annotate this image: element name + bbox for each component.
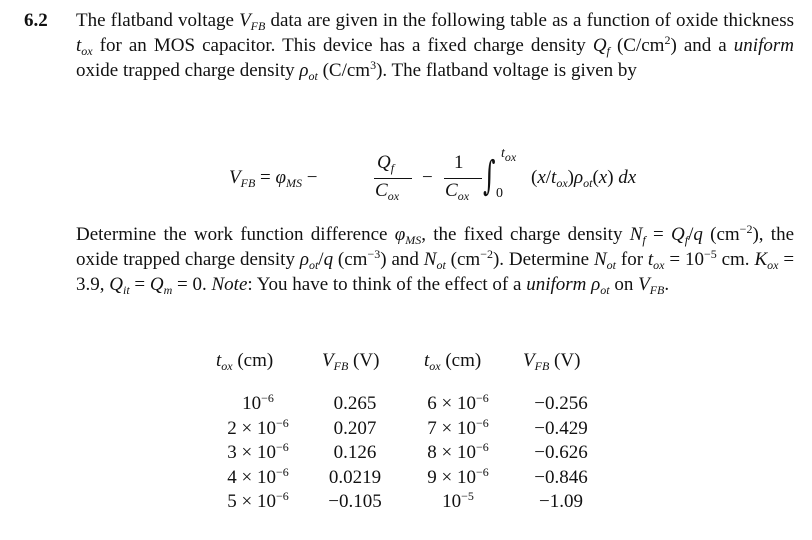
integral-sign: ∫ <box>483 153 496 199</box>
table-cell: $8 \times 10^{-6}$ <box>427 440 489 463</box>
equation-minus: − <box>422 167 433 188</box>
table-cell: $2 \times 10^{-6}$ <box>227 415 289 439</box>
problem-intro: The flatband voltage $V_{FB}$ data are given in the following table as a function of oxide thickness $t_{ox}$ for an MOS capacitor. This device has a fixed charge density $Q_f$ $(C/cm^2)$ and a uniform oxide trapped charge density $\rho_{ot}$ $(C/cm^3)$. The flatband voltage is given by <box>76 10 794 83</box>
table-cell: $4 \times 10^{-6}$ <box>227 464 289 488</box>
table-cell: −0.105 <box>328 491 382 512</box>
table-cell: $5 \times 10^{-6}$ <box>227 489 289 512</box>
integral-lower-limit: 0 <box>496 186 503 201</box>
integrand: $(x/t_{ox})\rho_{ot}(x)$ dx <box>531 167 637 190</box>
table-column-vfb-1 <box>310 392 400 515</box>
equation-lhs: $V_{FB} = \varphi_{MS}$ − <box>229 167 318 190</box>
table-cell: $10^{-6}$ <box>242 391 274 414</box>
table-cell: −1.09 <box>539 491 583 512</box>
table-header-vfb-1: $V_{FB}$ (V) <box>322 350 380 373</box>
fraction-2-numerator: 1 <box>454 152 464 173</box>
integral-upper-limit: $t_{ox}$ <box>501 146 517 164</box>
table-cell: 0.207 <box>333 417 377 439</box>
table-header-tox-1: $t_{ox}$ (cm) <box>216 350 274 373</box>
fraction-1-numerator: $Q_f$ <box>377 152 395 175</box>
table-cell: $7 \times 10^{-6}$ <box>427 415 489 439</box>
fraction-2-bar <box>444 178 482 179</box>
table-cell: −0.626 <box>534 442 588 463</box>
flatband-equation <box>229 146 749 210</box>
problem-number: 6.2 <box>24 10 48 31</box>
table-column-vfb-2 <box>516 392 606 515</box>
fraction-1-bar <box>374 178 412 179</box>
table-cell: $6 \times 10^{-6}$ <box>427 391 489 414</box>
table-cell: 0.126 <box>333 442 377 463</box>
table-cell: −0.429 <box>534 417 588 439</box>
table-column-tox-1 <box>208 392 308 515</box>
table-cell: 0.0219 <box>328 466 382 488</box>
fraction-2-denominator: $C_{ox}$ <box>445 180 470 203</box>
table-cell: $3 \times 10^{-6}$ <box>227 440 289 463</box>
table-cell: −0.846 <box>534 466 588 488</box>
table-cell: $10^{-5}$ <box>442 489 474 512</box>
table-header-vfb-2: $V_{FB}$ (V) <box>523 350 581 373</box>
table-cell: 0.265 <box>333 393 377 414</box>
problem-question: Determine the work function difference $\varphi_{MS}$, the fixed charge density $N_f = Q_f/q$ $(cm^{-2})$, the oxide trapped charge density $\rho_{ot}/q$ $(cm^{-3})$ and $N_{ot}$ $(cm^{-2})$. Determine $N_{ot}$ for $t_{ox} = 10^{-5}$ cm. $K_{ox} = 3.9$, $Q_{it} = Q_m = 0$. Note: You have to think of the effect of a uniform $\rho_{ot}$ on $V_{FB}$. <box>76 222 795 297</box>
table-cell: −0.256 <box>534 393 588 414</box>
table-column-tox-2 <box>408 392 508 515</box>
table-header-tox-2: $t_{ox}$ (cm) <box>424 350 482 373</box>
table-cell: $9 \times 10^{-6}$ <box>427 464 489 488</box>
fraction-1-denominator: $C_{ox}$ <box>375 180 400 203</box>
